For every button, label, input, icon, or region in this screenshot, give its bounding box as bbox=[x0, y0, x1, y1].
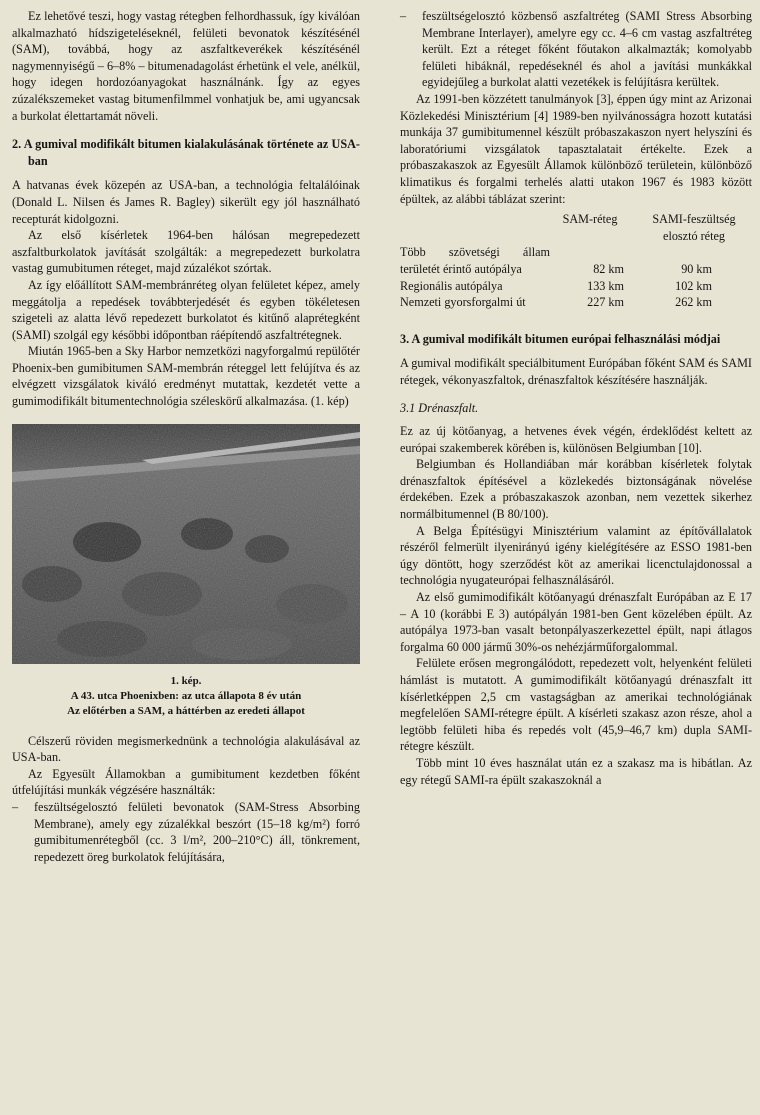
paragraph: Belgiumban és Hollandiában már korábban kísérletek folytak drénaszfaltok építésével a közlekedés biztonságának növelése érdekében. Ezek a próbaszakaszok azonban, nem vezettek sikerhez normálbitumennel (B 80/100). bbox=[400, 457, 752, 522]
road-photo bbox=[12, 424, 360, 664]
caption-title: 1. kép. bbox=[170, 674, 202, 687]
sami-value: 102 km bbox=[675, 278, 712, 293]
sami-value: 90 km bbox=[681, 261, 712, 276]
table-row bbox=[400, 294, 752, 311]
dash-list bbox=[400, 8, 752, 91]
figure-caption bbox=[12, 674, 360, 719]
table-header-sami: SAMI-feszültség elosztó réteg bbox=[652, 212, 736, 243]
row-label: Több szövetségi állam területét érintő autópálya bbox=[400, 245, 550, 276]
list-item: – feszültségelosztó közbenső aszfaltréteg (SAMI Stress Absorbing Membrane Interlayer), amelyre egy cc. 4–6 cm vastag aszfaltréteg került. Ezt a réteget főként főutakon alkalmazták; komolyabb felületi hibáknál, repedéseknél és ahol a javítási munkákkal egyidejűleg a burkolat alatti vezetékek is felújításra kerültek. bbox=[400, 8, 752, 91]
dash-list bbox=[12, 799, 360, 865]
figure-1 bbox=[12, 424, 360, 664]
paragraph: A Belga Építésügyi Minisztérium valamint az építővállalatok részéről felmerült ilyenirányú igény kielégítésére az ESSO 1981-ben úgy döntött, hogy szerződést köt az amerikai licenctulajdonossal a technológia nyugateurópai felhasználásáról. bbox=[400, 523, 752, 588]
sami-value: 262 km bbox=[675, 295, 712, 310]
caption-line: Az előtérben a SAM, a háttérben az eredeti állapot bbox=[67, 704, 305, 717]
list-item: – feszültségelosztó felületi bevonatok (SAM-Stress Absorbing Membrane), amely egy zúzalékkal beszórt (15–18 kg/m²) forró gumibitumenrétegből (cc. 3 l/m², 200–210°C) áll, tönkrement, repedezett öreg burkolatok felújítására, bbox=[12, 799, 360, 865]
left-column bbox=[12, 8, 360, 865]
paragraph: Miután 1965-ben a Sky Harbor nemzetközi nagyforgalmú repülőtér Phoenix-ben gumibitumen SAM-membrán réteggel lett felújítva és az elvégzett vizsgálatok kiváló eredményt mutattak, kezdetét vette a gumimodifikált bitumentechnológia széleskörű alkalmazása. (1. kép) bbox=[12, 344, 360, 409]
row-label: Nemzeti gyorsforgalmi út bbox=[400, 295, 526, 310]
paragraph: A hatvanas évek közepén az USA-ban, a technológia feltalálóinak (Donald L. Nilsen és James R. Bagley) sikerült egy jól használható recepturát kidolgozni. bbox=[12, 178, 360, 226]
caption-line: A 43. utca Phoenixben: az utca állapota 8 év után bbox=[70, 689, 302, 702]
section-3-heading: 3. A gumival modifikált bitumen európai felhasználási módjai bbox=[400, 331, 721, 346]
table-row bbox=[400, 278, 752, 295]
table-header-sam: SAM-réteg bbox=[562, 212, 618, 227]
paragraph: Ez az új kötőanyag, a hetvenes évek végén, érdeklődést keltett az európai szakemberek körében is, különösen Belgiumban [10]. bbox=[400, 424, 752, 455]
right-column bbox=[400, 8, 752, 788]
sam-value: 227 km bbox=[587, 295, 624, 310]
paragraph: Az így előállított SAM-membránréteg olyan felületet képez, amely meggátolja a repedések továbbterjedését és egyben tökéletesen szigeteli az alatta lévő repedezett burkolatot és kitűnő alaprétegként (SAMI) szolgál egy későbbi időpontban ráépítendő aszfaltrétegnek. bbox=[12, 277, 360, 342]
intro-paragraph: Ez lehetővé teszi, hogy vastag rétegben felhordhassuk, így kiválóan alkalmazható hídszigeteléseknél, felületi bevonatok készítésénél (SAM), továbbá, hogy az aszfaltkeverékek készítésénél nagymennyiségű – 6–8% – bitumenadagolást érhetünk el vele, anélkül, hogy idegen hordozóanyagokat használnánk. Így az egyes zúzalékszemeket vastag bitumenfilmmel vonhatjuk be, ami ugyancsak a burkolat élettartamát növeli. bbox=[12, 9, 360, 123]
paragraph: Felülete erősen megrongálódott, repedezett volt, helyenként felületi hámlást is mutatott. A gumimodifikált kötőanyagú drénaszfalt itt kísérletképpen 2,5 cm vastagságban az amerikai technológiának megfelelően SAMI-rétegre épült. A kísérleti szakasz azon része, ahol a legtöbb felületi hiba és repedés volt (45,9–46,7 km) dupla SAMI-rétegre készült. bbox=[400, 656, 752, 754]
sam-value: 133 km bbox=[587, 278, 624, 293]
paragraph: Az első gumimodifikált kötőanyagú drénaszfalt Európában az E 17 – A 10 (korábbi E 3) autópályán 1981-ben Gent közelében épült. Az autópálya 1973-ban vasalt betonpályaszerkezettel épült, napi átlagos forgalma 60 000 jármű 30%-os nehézjárműforgalommal. bbox=[400, 590, 752, 654]
subsection-heading: 3.1 Drénaszfalt. bbox=[400, 401, 479, 416]
row-label: Regionális autópálya bbox=[400, 278, 503, 293]
paragraph: Célszerű röviden megismerkednünk a technológia alakulásával az USA-ban. bbox=[12, 733, 360, 765]
paragraph: Az Egyesült Államokban a gumibitument kezdetben főként útfelújítási munkák végzésére használták: bbox=[12, 766, 360, 798]
section-2-heading: 2. A gumival modifikált bitumen kialakulásának története az USA-ban bbox=[12, 137, 360, 168]
paragraph: A gumival modifikált speciálbitument Európában főként SAM és SAMI rétegek, vékonyaszfaltok, drénaszfaltok készítésére használják. bbox=[400, 356, 752, 387]
sam-value: 82 km bbox=[593, 261, 624, 276]
table-header-row bbox=[400, 211, 752, 244]
paragraph: Több mint 10 éves használat után ez a szakasz ma is hibátlan. Az egy rétegű SAMI-ra épült szakaszoknál a bbox=[400, 755, 752, 787]
table-row bbox=[400, 244, 752, 277]
test-section-table bbox=[400, 211, 752, 311]
paragraph: Az első kísérletek 1964-ben hálósan megrepedezett aszfaltburkolatok javítását szolgálták: a megrepedezett burkolatra vastag gumubitumen réteget, majd zúzalékot szórtak. bbox=[12, 228, 360, 276]
paragraph: Az 1991-ben közzétett tanulmányok [3], éppen úgy mint az Arizonai Közlekedési Minisztérium [4] 1989-ben nyilvánosságra hozott kutatási munkája 37 gumibitumennel készült próbaszakaszon nyert helyszíni és laboratóriumi vizsgálatok tapasztalatait értékelte. Ezek a próbaszakaszok az Egyesült Államok különböző területein, különböző klimatikus és forgalmi terhelés alatti utakon 1967 és 1983 között épültek, az alábbi táblázat szerint: bbox=[400, 91, 752, 206]
